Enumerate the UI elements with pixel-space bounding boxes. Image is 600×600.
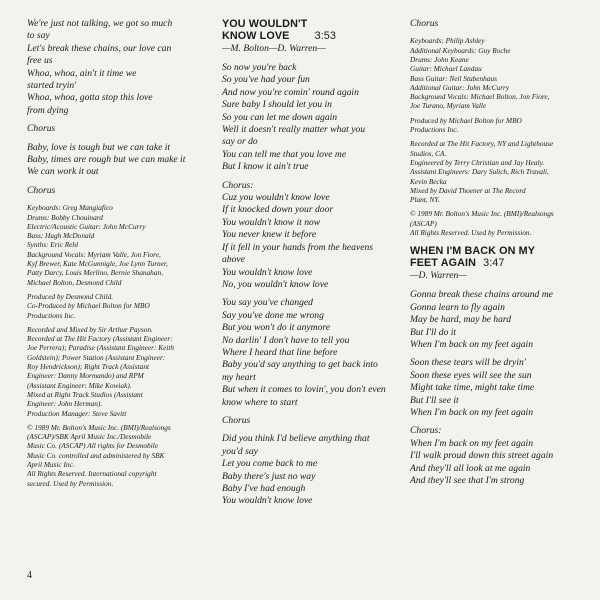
text-line: from dying (27, 104, 69, 116)
text-line: Chorus: (410, 425, 442, 437)
text-line: You wouldn't know love (222, 495, 313, 507)
text-line: you'd say (222, 445, 258, 457)
text-line: Produced by Desmond Child. (27, 291, 114, 301)
text-line: Chorus (27, 123, 56, 135)
song-lyrics (410, 289, 590, 487)
stanza (222, 180, 400, 292)
text-line: Patty Darcy, Louis Merlino, Bernie Shanahan, (27, 268, 163, 278)
text-line: (ASCAP) (410, 218, 437, 228)
text-line: Drums: John Keane (410, 55, 469, 64)
stanza (27, 18, 202, 117)
stanza (27, 292, 202, 320)
stanza (410, 357, 590, 419)
text-line: Soon these eyes will see the sun (410, 369, 532, 381)
text-line: Engineer: John Herman). (27, 399, 103, 409)
text-line: If it knocked down your door (222, 204, 334, 216)
text-line: secured. Used by Permission. (27, 478, 114, 488)
stanza (27, 203, 202, 287)
text-line: to say (27, 30, 50, 42)
text-line: You can tell me that you love me (222, 148, 347, 160)
text-line: You never knew it before (222, 229, 317, 241)
stanza (410, 36, 590, 110)
text-line: Where I heard that line before (222, 346, 338, 358)
text-line: say or do (222, 136, 258, 148)
stanza (222, 297, 400, 409)
text-line: Michael Bolton, Desmond Child (27, 277, 122, 287)
stanza (410, 116, 590, 135)
text-line: Baby there's just no way (222, 470, 316, 482)
text-line: But I'll see it (410, 394, 459, 406)
text-line: Productions Inc. (27, 310, 76, 320)
text-line: Say you've done me wrong (222, 309, 324, 321)
text-line: You wouldn't know love (222, 266, 313, 278)
text-line: Well it doesn't really matter what you (222, 124, 366, 136)
song-lyrics-continued (27, 18, 202, 197)
text-line: Chorus (27, 184, 56, 196)
song-credits (27, 203, 202, 488)
song-authors: —M. Bolton—D. Warren— (222, 43, 326, 54)
lyrics-column-3 (410, 18, 590, 493)
stanza (27, 123, 202, 135)
text-line: Additional Guitar: John McCurry (410, 82, 510, 92)
text-line: know where to start (222, 396, 298, 408)
text-line: Productions Inc. (410, 125, 459, 135)
text-line: © 1989 Mr. Bolton's Music Inc. (BMI)/Realsongs (27, 422, 171, 432)
text-line: But when it comes to lovin', you don't even (222, 384, 386, 396)
text-line: Baby you'd say anything to get back into (222, 359, 378, 371)
text-line: Plant, NY. (410, 195, 440, 205)
text-line: Chorus (222, 414, 251, 426)
text-line: Synths: Eric Rehl (27, 240, 79, 250)
text-line: So you can let me down again (222, 111, 338, 123)
text-line: Soon these tears will be dryin' (410, 357, 526, 369)
text-line: Baby, times are rough but we can make it (27, 154, 186, 166)
text-line: Might take time, might take time (410, 382, 535, 394)
stanza (410, 289, 590, 351)
text-line: Keyboards: Greg Mangiafico (27, 203, 113, 213)
song-duration: 3:47 (483, 257, 505, 270)
text-line: You wouldn't know it now (222, 216, 321, 228)
text-line: April Music Inc. (27, 460, 75, 469)
text-line: We're just not talking, we got so much (27, 18, 173, 29)
text-line: Bass: Hugh McDonald (27, 231, 95, 241)
text-line: When I'm back on my feet again (410, 407, 533, 418)
text-line: Co-Produced by Michael Bolton for MBO (27, 301, 150, 311)
song-title: WHEN I'M BACK ON MY FEET AGAIN 3:47 (410, 245, 536, 270)
text-line: I'll walk proud down this street again (410, 450, 554, 462)
text-line: Bass Guitar: Neil Stubenhaus (410, 73, 497, 83)
text-line: Kyf Brewer, Kate McGunnigle, Joe Lynn Turner, (27, 259, 168, 269)
text-line: Keyboards: Philip Ashley (410, 36, 485, 46)
stanza (27, 423, 202, 488)
lyrics-column-1 (27, 18, 202, 493)
text-line: Chorus: (222, 179, 254, 191)
text-line: Gonna break these chains around me (410, 289, 553, 301)
text-line: If it fell in your hands from the heavens (222, 241, 373, 253)
text-line: started tryin' (27, 80, 77, 92)
stanza (410, 139, 590, 204)
text-line: No, you wouldn't know love (222, 278, 329, 290)
stanza (222, 433, 400, 507)
stanza (27, 142, 202, 179)
text-line: So you've had your fun (222, 74, 310, 86)
text-line: Roy Hendrickson); Right Track (Assistant (27, 362, 150, 372)
song-authors: —D. Warren— (410, 270, 467, 282)
text-line: So now you're back (222, 62, 297, 73)
text-line: Let you come back to me (222, 458, 318, 470)
text-line: Whoa, whoa, gotta stop this love (27, 92, 153, 104)
text-line: Assistant Engineers: Dary Sulich, Rich Travali, (410, 167, 549, 177)
text-line: Music Co. controlled and administered by SBK (27, 450, 165, 460)
text-line: Engineered by Terry Christian and Jay Healy. (410, 157, 545, 167)
text-line: Recorded at The Hit Factory (Assistant Engineer: (27, 334, 173, 344)
stanza (27, 185, 202, 197)
text-line: Production Manager: Steve Savitt (27, 408, 127, 418)
text-line: Sure baby I should let you in (222, 99, 332, 111)
text-line: my heart (222, 371, 256, 383)
text-line: Baby I've had enough (222, 483, 306, 494)
text-line: And now you're comin' round again (222, 86, 359, 98)
text-line: All Rights Reserved. International copyright (27, 469, 157, 479)
text-line: Additional Keyboards: Guy Roche (410, 45, 511, 55)
text-line: May be hard, may be hard (410, 314, 512, 326)
text-line: Joe Turano, Myriam Valle (410, 101, 487, 111)
stanza (410, 425, 590, 487)
stanza (27, 325, 202, 418)
text-line: Gonna learn to fly again (410, 301, 505, 313)
text-line: Goldstein); Power Station (Assistant Engineer: (27, 352, 166, 362)
text-line: Drums: Bobby Chouinard (27, 212, 103, 222)
text-line: Baby, love is tough but we can take it (27, 141, 171, 153)
stanza (222, 62, 400, 174)
text-line: Mixed by David Thoener at The Record (410, 185, 526, 195)
song-lyrics (222, 62, 400, 508)
chorus-label: Chorus (410, 18, 439, 29)
text-line: And they'll all look at me again (410, 462, 531, 474)
stanza (222, 415, 400, 427)
text-line: above (222, 254, 245, 266)
text-line: Engineer: Danny Mormando) and RPM (27, 371, 144, 381)
text-line: All Rights Reserved. Used by Permission. (410, 228, 532, 238)
text-line: But I know it ain't true (222, 161, 309, 173)
text-line: (ASCAP)/SBK April Music Inc./Desmobile (27, 432, 152, 442)
text-line: When I'm back on my feet again (410, 437, 533, 449)
page-number: 4 (27, 570, 32, 581)
text-line: Electric/Acoustic Guitar: John McCurry (27, 221, 146, 231)
text-line: (Assistant Engineer: Mike Kowiak). (27, 380, 132, 390)
text-line: Recorded at The Hit Factory, NY and Lighthouse (410, 139, 554, 149)
text-line: Background Vocals: Michael Bolton, Jon Fiore, (410, 92, 550, 102)
text-line: No darlin' I don't have to tell you (222, 334, 350, 346)
lyrics-column-2 (222, 18, 400, 514)
song-duration: 3:53 (314, 30, 337, 42)
text-line: free us (27, 55, 53, 67)
text-line: Guitar: Michael Landau (410, 64, 482, 74)
song-title: YOU WOULDN'T KNOW LOVE 3:53 (222, 18, 337, 42)
text-line: Whoa, whoa, ain't it time we (27, 67, 137, 79)
text-line: © 1989 Mr. Bolton's Music Inc. (BMI)/Realsongs (410, 209, 554, 219)
text-line: Joe Perrera); Paradise (Assistant Engineer: Keith (27, 343, 175, 353)
text-line: You say you've changed (222, 297, 313, 309)
text-line: Produced by Michael Bolton for MBO (410, 115, 522, 125)
stanza (410, 209, 590, 237)
text-line: We can work it out (27, 166, 99, 178)
text-line: Music Co. (ASCAP) All rights for Desmobile (27, 441, 158, 451)
song-credits (410, 36, 590, 237)
text-line: And they'll see that I'm strong (410, 475, 525, 487)
text-line: Studios, CA. (410, 148, 447, 158)
text-line: Kevin Becka (410, 176, 447, 186)
text-line: When I'm back on my feet again (410, 338, 533, 350)
text-line: But you won't do it anymore (222, 322, 331, 334)
text-line: But I'll do it (410, 326, 457, 338)
text-line: Background Vocals: Myriam Valle, Jon Fiore, (27, 249, 161, 259)
text-line: Let's break these chains, our love can (27, 42, 172, 54)
text-line: Mixed at Right Track Studios (Assistant (27, 389, 143, 399)
text-line: Cuz you wouldn't know love (222, 192, 330, 204)
text-line: Recorded and Mixed by Sir Arthur Payson. (27, 324, 153, 334)
text-line: Did you think I'd believe anything that (222, 433, 370, 445)
